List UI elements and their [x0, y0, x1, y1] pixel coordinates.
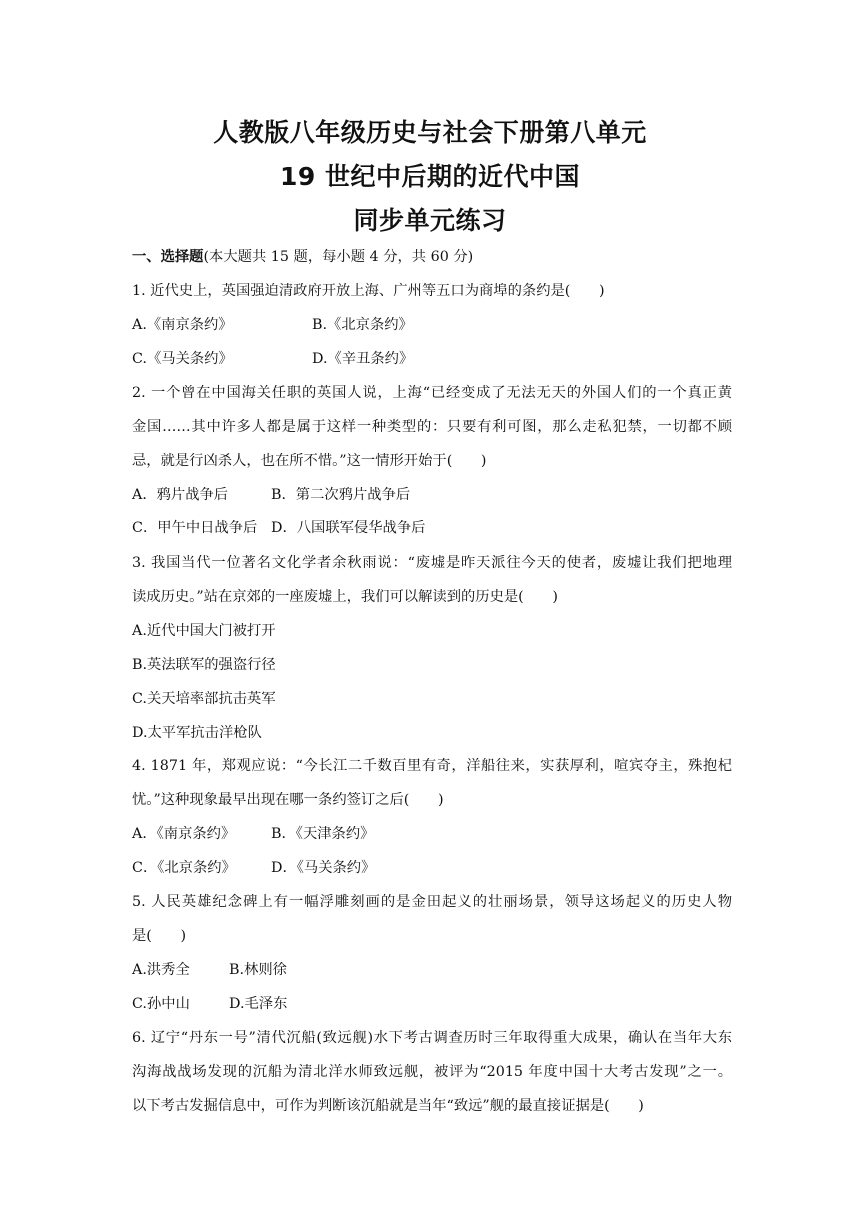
question-2-text-line-3: 忌，就是行凶杀人，也在所不惜。”这一情形开始于( ) — [132, 453, 487, 469]
question-3-option-a: A.近代中国大门被打开 — [132, 623, 276, 639]
question-3-option-d: D.太平军抗击洋枪队 — [132, 725, 262, 741]
question-2-option-c: C．甲午中日战争后 — [132, 520, 258, 536]
question-5-text-line-2: 是( ) — [132, 928, 187, 944]
doc-title-line-3: 同步单元练习 — [353, 206, 507, 235]
question-5-option-a: A.洪秀全 — [132, 962, 190, 978]
section-heading — [132, 247, 473, 267]
question-5-option-b: B.林则徐 — [229, 962, 287, 978]
section-note: (本大题共 15 题，每小题 4 分，共 60 分) — [203, 249, 474, 265]
question-1-option-c: C.《马关条约》 — [132, 351, 233, 367]
question-1-option-b: B.《北京条约》 — [312, 317, 413, 333]
question-6-text-line-1: 6. 辽宁“丹东一号”清代沉船(致远舰)水下考古调查历时三年取得重大成果，确认在当年大东 — [132, 1030, 732, 1046]
question-3-text-line-2: 读成历史。”站在京郊的一座废墟上，我们可以解读到的历史是( ) — [132, 589, 558, 605]
question-3-text-line-1: 3. 我国当代一位著名文化学者余秋雨说：“废墟是昨天派往今天的使者，废墟让我们把地理 — [132, 555, 732, 571]
question-2-option-b: B．第二次鸦片战争后 — [271, 487, 411, 503]
question-3-option-b: B.英法联军的强盗行径 — [132, 657, 276, 673]
question-1-option-d: D.《辛丑条约》 — [312, 351, 414, 367]
doc-title-line-2: 19 世纪中后期的近代中国 — [280, 162, 580, 191]
section-label: 一、选择题 — [132, 249, 204, 265]
question-3-option-c: C.关天培率部抗击英军 — [132, 691, 276, 707]
question-2-option-a: A．鸦片战争后 — [132, 487, 229, 503]
question-4-option-a: A．《南京条约》 — [132, 826, 236, 842]
question-2-text-line-2: 金国……其中许多人都是属于这样一种类型的：只要有利可图，那么走私犯禁，一切都不顾 — [132, 419, 732, 435]
question-2-option-d: D．八国联军侵华战争后 — [271, 520, 426, 536]
question-1-option-a: A.《南京条约》 — [132, 317, 233, 333]
question-6-text-line-2: 沟海战战场发现的沉船为清北洋水师致远舰，被评为“2015 年度中国十大考古发现”之一。 — [132, 1064, 732, 1080]
question-4-option-b: B．《天津条约》 — [271, 826, 375, 842]
question-4-text-line-1: 4. 1871 年，郑观应说：“今长江二千数百里有奇，洋船往来，实获厚利，喧宾夺主，殊抱杞 — [132, 758, 732, 774]
question-6-text-line-3: 以下考古发掘信息中，可作为判断该沉船就是当年“致远”舰的最直接证据是( ) — [132, 1098, 644, 1114]
question-4-text-line-2: 忧。”这种现象最早出现在哪一条约签订之后( ) — [132, 792, 444, 808]
question-1-text: 1. 近代史上，英国强迫清政府开放上海、广州等五口为商埠的条约是( ) — [132, 283, 605, 299]
question-5-option-d: D.毛泽东 — [229, 996, 288, 1012]
doc-title-line-1: 人教版八年级历史与社会下册第八单元 — [213, 118, 647, 147]
question-5-text-line-1: 5. 人民英雄纪念碑上有一幅浮雕刻画的是金田起义的壮丽场景，领导这场起义的历史人物 — [132, 894, 732, 910]
question-4-option-c: C．《北京条约》 — [132, 860, 236, 876]
question-5-option-c: C.孙中山 — [132, 996, 190, 1012]
question-2-text-line-1: 2. 一个曾在中国海关任职的英国人说，上海“已经变成了无法无天的外国人们的一个真正黄 — [132, 385, 732, 401]
question-4-option-d: D．《马关条约》 — [271, 860, 376, 876]
